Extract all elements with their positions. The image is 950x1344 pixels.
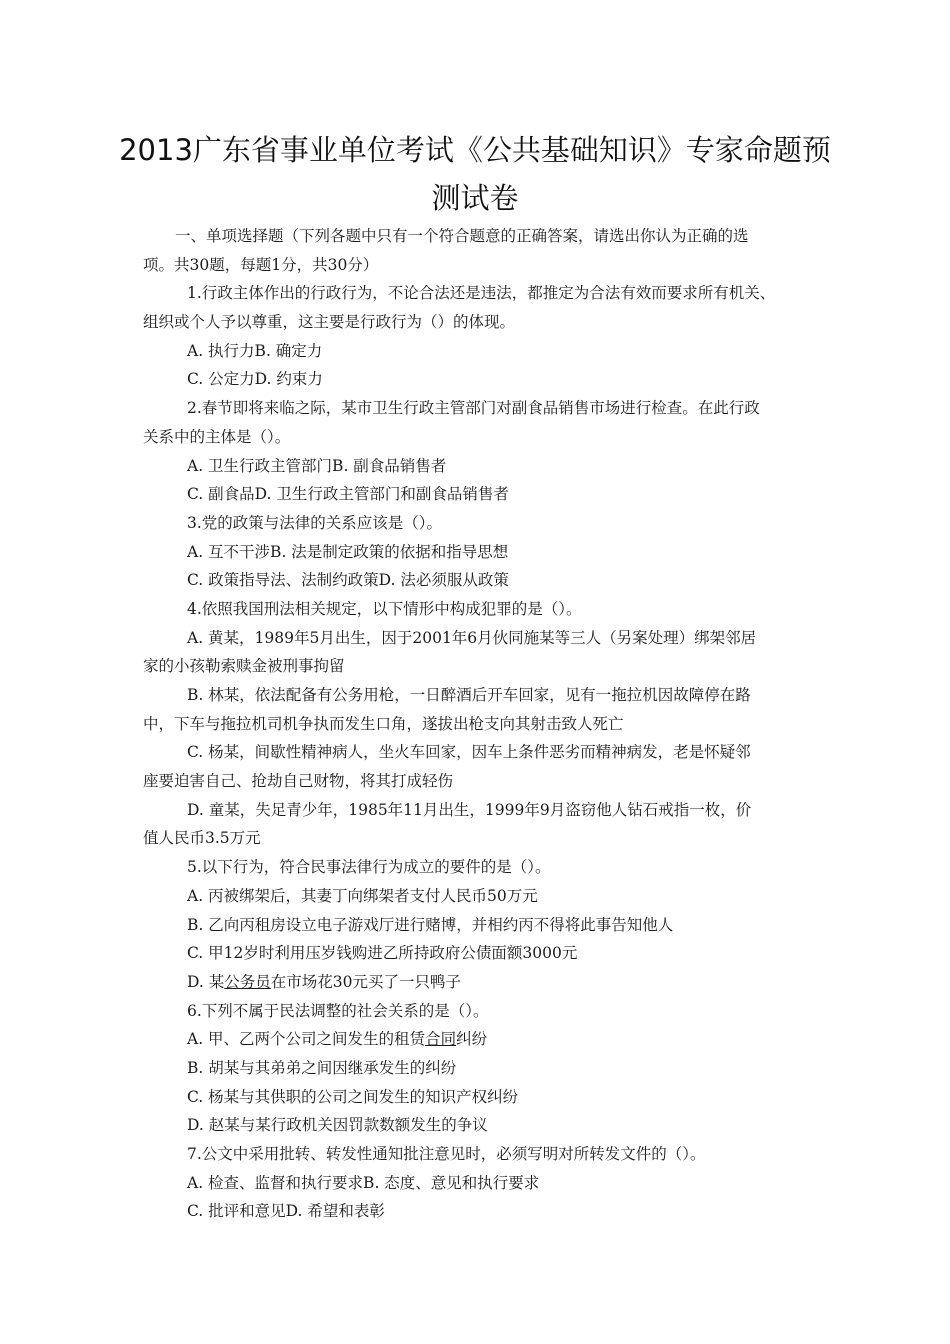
section-intro: 一、单项选择题（下列各题中只有一个符合题意的正确答案，请选出你认为正确的选	[175, 227, 749, 245]
question-6-stem: 6.下列不属于民法调整的社会关系的是（）。	[187, 1001, 489, 1020]
question-4-option-c: C. 杨某，间歇性精神病人，坐火车回家，因车上条件恶劣而精神病发，老是怀疑邻	[187, 743, 751, 762]
question-4-option-d: D. 童某，失足青少年，1985年11月出生，1999年9月盗窃他人钻石戒指一枚，价	[187, 800, 752, 819]
question-4-option-a: A. 黄某，1989年5月出生，因于2001年6月伙同施某等三人（另案处理）绑架邻居	[187, 628, 757, 647]
question-6-option-b: B. 胡某与其弟弟之间因继承发生的纠纷	[187, 1058, 457, 1077]
question-2-options-ab: A. 卫生行政主管部门B. 副食品销售者	[187, 456, 447, 475]
question-4-option-c-continued: 座要迫害自己、抢劫自己财物，将其打成轻伤	[143, 772, 454, 791]
question-4-option-a-continued: 家的小孩勒索赎金被刑事拘留	[143, 657, 345, 676]
question-5-option-a: A. 丙被绑架后，其妻丁向绑架者支付人民币50万元	[187, 886, 538, 905]
document-title-line-2: 测试卷	[431, 181, 519, 215]
question-1-stem-continued: 组织或个人予以尊重，这主要是行政行为（）的体现。	[143, 313, 516, 332]
contract-link[interactable]: 合同	[425, 1030, 457, 1049]
document-title-line-1: 2013广东省事业单位考试《公共基础知识》专家命题预	[119, 133, 831, 167]
question-6-option-a-suffix: 纠纷	[456, 1030, 488, 1049]
civil-servant-link[interactable]: 公务员	[224, 972, 271, 991]
question-5-option-b: B. 乙向丙租房设立电子游戏厅进行赌博，并相约丙不得将此事告知他人	[187, 915, 674, 934]
document-body	[143, 222, 823, 1226]
question-1-options-cd: C. 公定力D. 约束力	[187, 370, 323, 389]
question-1-stem: 1.行政主体作出的行政行为，不论合法还是违法，都推定为合法有效而要求所有机关、	[187, 284, 776, 303]
question-6-option-c: C. 杨某与其供职的公司之间发生的知识产权纠纷	[187, 1087, 519, 1106]
question-2-stem: 2.春节即将来临之际，某市卫生行政主管部门对副食品销售市场进行检查。在此行政	[187, 399, 760, 418]
question-4-stem: 4.依照我国刑法相关规定，以下情形中构成犯罪的是（）。	[187, 599, 582, 618]
question-6-option-a-prefix: A. 甲、乙两个公司之间发生的租赁	[187, 1030, 426, 1049]
question-1-options-ab: A. 执行力B. 确定力	[187, 341, 323, 360]
question-4-option-d-continued: 值人民币3.5万元	[143, 829, 261, 848]
question-7-stem: 7.公文中采用批转、转发性通知批注意见时，必须写明对所转发文件的（）。	[187, 1145, 706, 1163]
question-6-option-a	[143, 1025, 823, 1054]
question-4-option-b-continued: 中，下车与拖拉机司机争执而发生口角，遂拔出枪支向其射击致人死亡	[143, 714, 624, 733]
section-intro-continued: 项。共30题，每题1分，共30分）	[143, 255, 379, 274]
question-5-option-d-prefix: D. 某	[187, 972, 225, 991]
question-2-options-cd: C. 副食品D. 卫生行政主管部门和副食品销售者	[187, 485, 509, 504]
question-3-options-ab: A. 互不干涉B. 法是制定政策的依据和指导思想	[187, 542, 509, 561]
question-3-stem: 3.党的政策与法律的关系应该是（）。	[187, 513, 443, 532]
question-5-option-c: C. 甲12岁时利用压岁钱购进乙所持政府公债面额3000元	[187, 944, 578, 963]
question-5-stem: 5.以下行为，符合民事法律行为成立的要件的是（）。	[187, 858, 551, 877]
question-6-option-d: D. 赵某与某行政机关因罚款数额发生的争议	[187, 1116, 488, 1135]
question-3-options-cd: C. 政策指导法、法制约政策D. 法必须服从政策	[187, 571, 509, 590]
question-5-option-d-suffix: 在市场花30元买了一只鸭子	[270, 972, 461, 991]
question-7-options-ab: A. 检查、监督和执行要求B. 态度、意见和执行要求	[187, 1173, 540, 1192]
question-4-option-b: B. 林某，依法配备有公务用枪，一日醉酒后开车回家，见有一拖拉机因故障停在路	[187, 686, 751, 704]
question-5-option-d	[143, 968, 823, 997]
question-7-options-cd: C. 批评和意见D. 希望和表彰	[187, 1202, 385, 1221]
question-2-stem-continued: 关系中的主体是（）。	[143, 427, 291, 446]
